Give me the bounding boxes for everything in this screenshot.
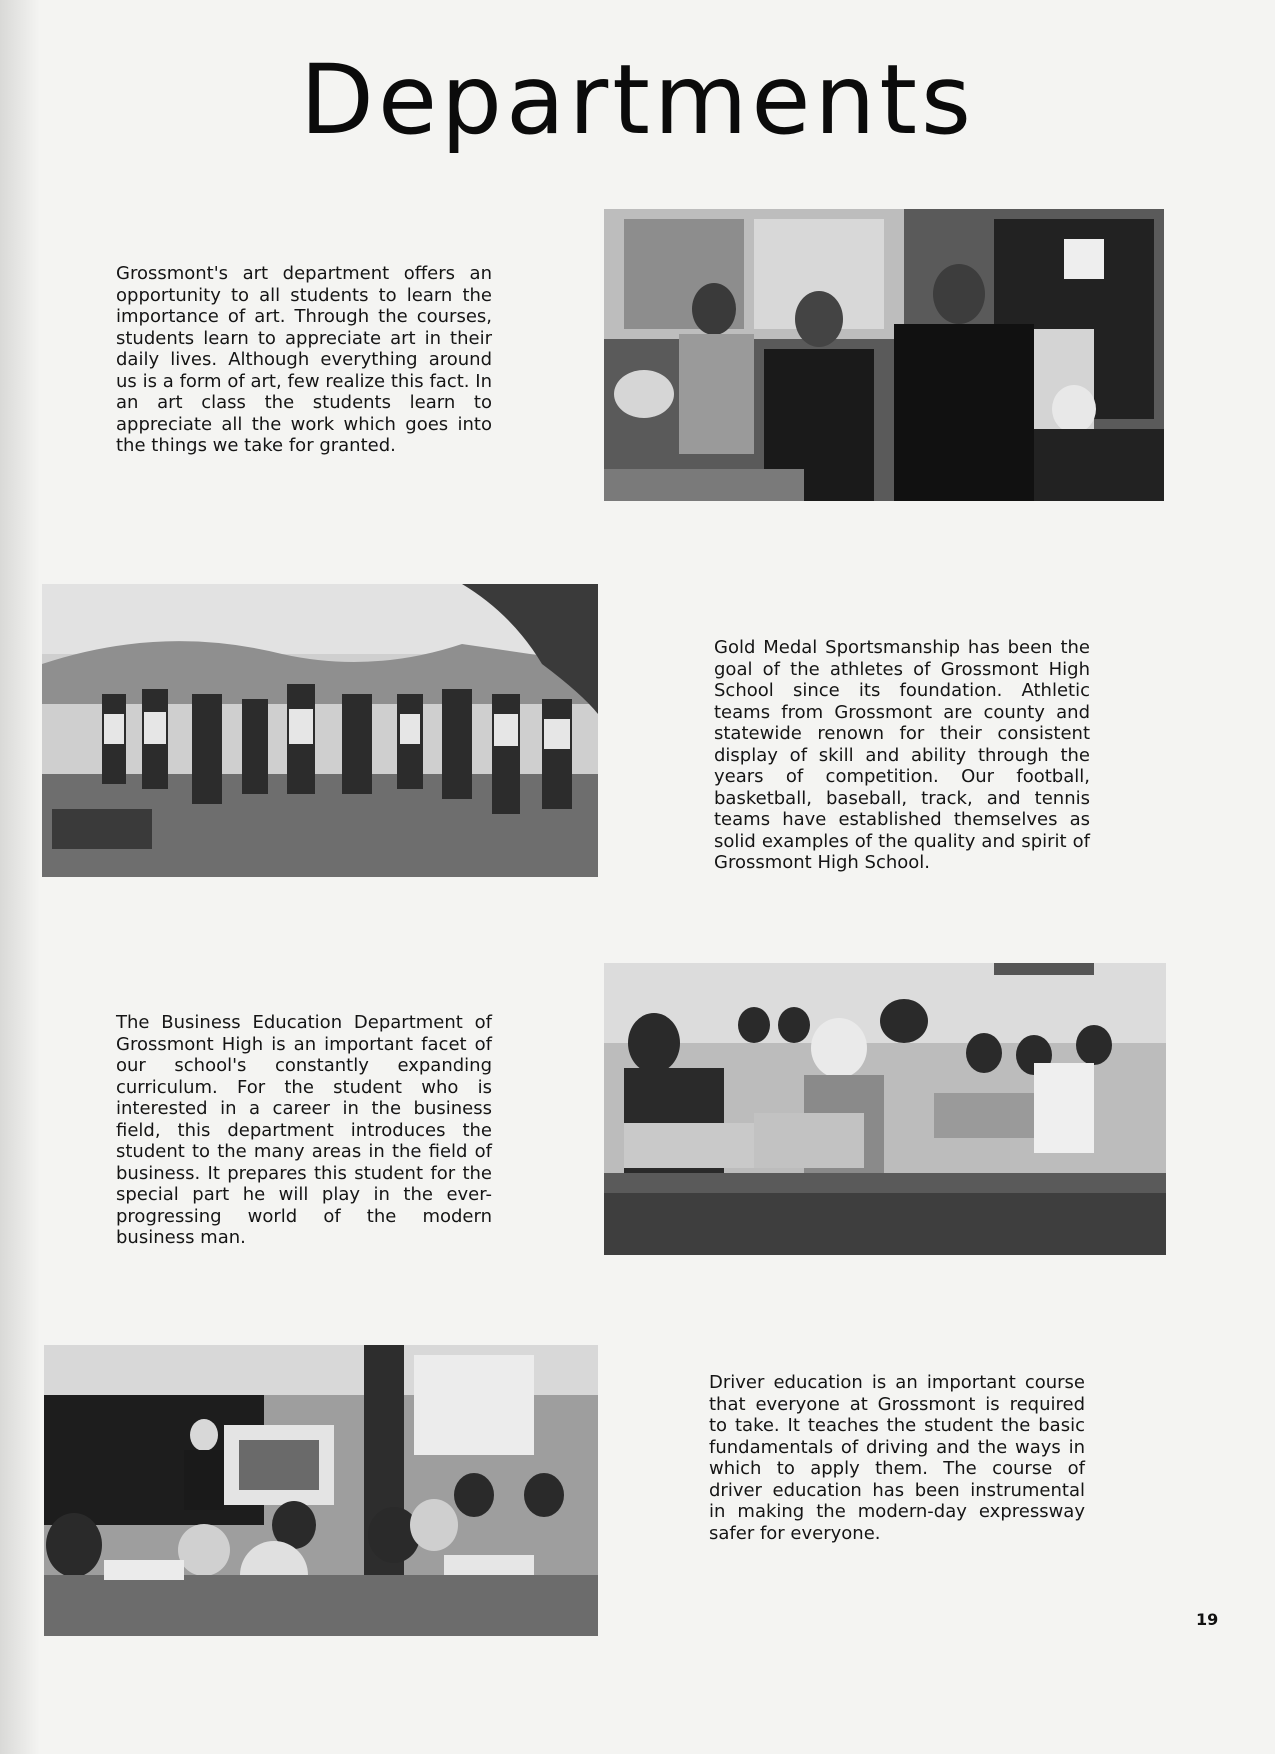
business-paragraph: The Business Education Department of Grossmont High is an important facet of our school's constantly expanding curriculum. For the student who is interested in a career in the business field, this department introduces the student to the many areas in the field of business. It prepares this student for the special part he will play in the ever-progressing world of the modern business man. (116, 1012, 492, 1248)
athletics-field-photo (42, 584, 598, 877)
athletics-paragraph: Gold Medal Sportsmanship has been the goal of the athletes of Grossmont High School since its foundation. Athletic teams from Grossmont are county and statewide renown for their consistent display of skill and ability through the years of competition. Our football, basketball, baseball, track, and tennis teams have established themselves as solid examples of the quality and spirit of Grossmont High School. (714, 637, 1090, 873)
typing-class-photo (604, 963, 1166, 1255)
page-edge-shadow (0, 0, 40, 1754)
driver-education-classroom-photo (44, 1345, 598, 1636)
page-title: Departments (300, 44, 975, 156)
page-number: 19 (1196, 1610, 1219, 1629)
art-paragraph: Grossmont's art department offers an opportunity to all students to learn the importance of art. Through the courses, students learn to appreciate art in their daily lives. Although everything around us is a form of art, few realize this fact. In an art class the students learn to appreciate all the work which goes into the things we take for granted. (116, 263, 492, 456)
driver-education-paragraph: Driver education is an important course that everyone at Grossmont is required to take. It teaches the student the basic fundamentals of driving and the ways in which to apply them. The course of driver education has been instrumental in making the modern-day expressway safer for everyone. (709, 1372, 1085, 1544)
art-class-photo (604, 209, 1164, 501)
